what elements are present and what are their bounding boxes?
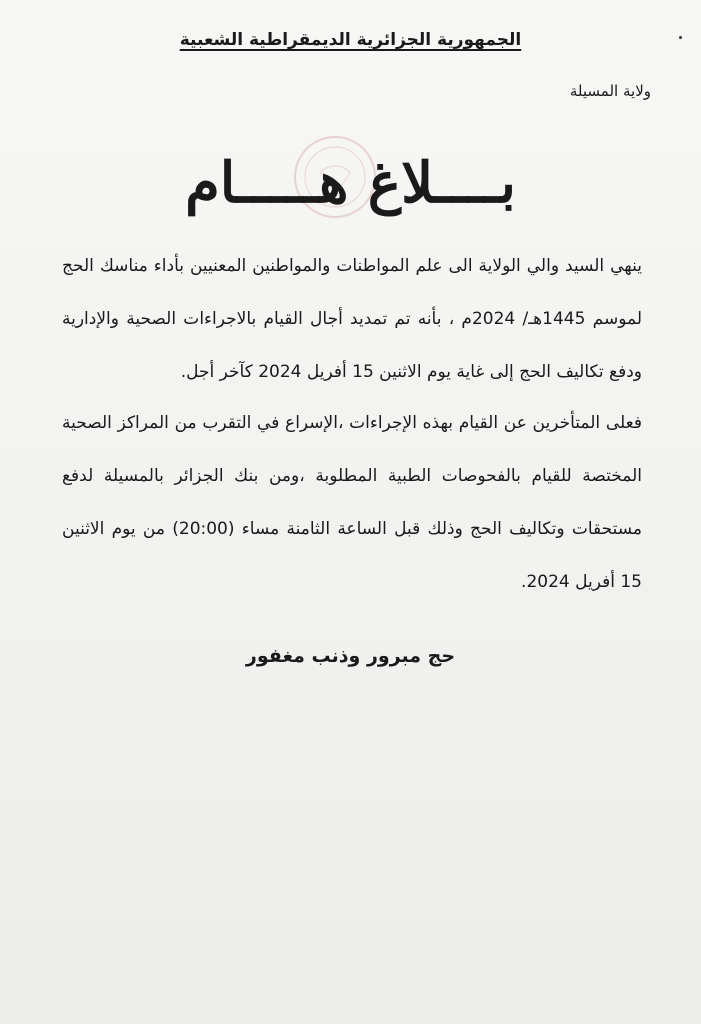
notice-paragraph-1: ينهي السيد والي الولاية الى علم المواطنات والمواطنين المعنيين بأداء مناسك الحج لموسم 1445هـ/ 2024م ، بأنه تم تمديد أجال القيام بالاجراءات الصحية والإدارية ودفع تكاليف الحج إلى غاية يوم الاثنين 15 أفريل 2024 كآخر أجل. [62,256,643,382]
closing-phrase: حج مبرور وذنب مغفور [245,645,456,667]
republic-header-text: الجمهورية الجزائرية الديمقراطية الشعبية [179,30,522,50]
notice-paragraph-2: فعلى المتأخرين عن القيام بهذه الإجراءات ،الإسراع في التقرب من المراكز الصحية المختصة للقيام بالفحوصات الطبية المطلوبة ،ومن بنك الجزائر بالمسيلة لدفع مستحقات وتكاليف الحج وذلك قبل الساعة الثامنة مساء (20:00) من يوم الاثنين 15 أفريل 2024. [62,413,643,592]
notice-title: بــــلاغ هـــــام [185,150,516,216]
republic-header [0,30,701,50]
wilaya-label: ولاية المسيلة [569,82,651,100]
